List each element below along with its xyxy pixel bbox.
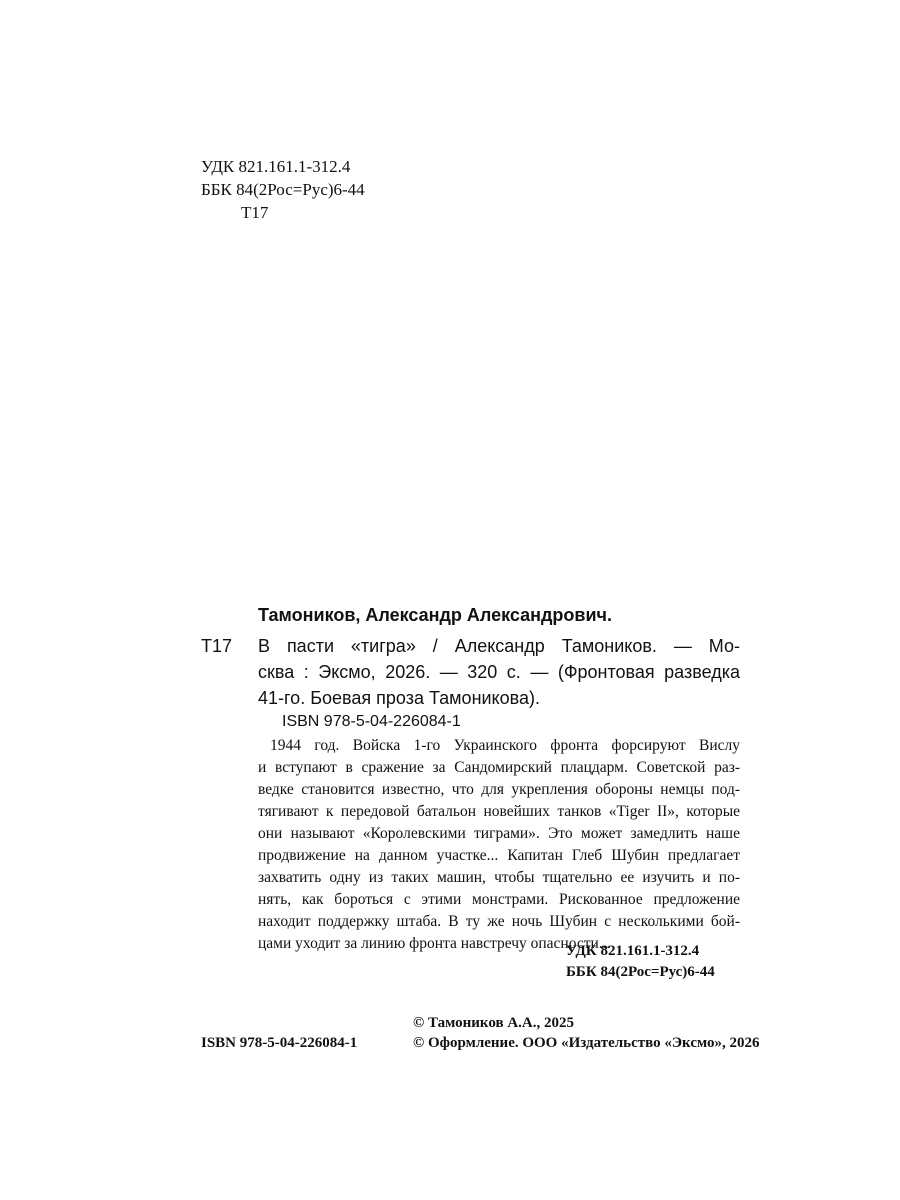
annotation-line: 1944 год. Войска 1-го Украинского фронта форсируют Вислу [270,737,740,754]
annotation-line: тягивают к передовой батальон новейших танков «Tiger II», которые [258,803,740,820]
catalog-isbn: ISBN 978-5-04-226084-1 [282,713,461,730]
annotation-line: находит поддержку штаба. В ту же ночь Шубин с несколькими бой- [258,913,740,930]
catalog-author: Тамоников, Александр Александрович. [258,605,613,625]
copyright-author: © Тамоников А.А., 2025 [413,1015,574,1031]
copyright-design: © Оформление. ООО «Издательство «Эксмо», 2026 [413,1035,760,1051]
annotation-line: и вступают в сражение за Сандомирский плацдарм. Советской раз- [258,759,740,776]
annotation-line: нять, как бороться с этими монстрами. Рискованное предложение [258,891,740,908]
copyright-isbn: ISBN 978-5-04-226084-1 [201,1035,358,1051]
top-author-mark: Т17 [241,203,269,222]
annotation-line: продвижение на данном участке... Капитан Глеб Шубин предлагает [258,847,740,864]
top-udk-code: УДК 821.161.1-312.4 [201,157,351,176]
catalog-title-line-2: сква : Эксмо, 2026. — 320 с. — (Фронтовая разведка [258,662,740,682]
catalog-author-mark: Т17 [201,636,233,656]
catalog-title-line-1: В пасти «тигра» / Александр Тамоников. — Мо- [258,636,740,656]
annotation-line: захватить одну из таких машин, чтобы тщательно ее изучить и по- [258,869,740,886]
bottom-udk-code: УДК 821.161.1-312.4 [566,943,700,959]
annotation-line: они называют «Королевскими тиграми». Это может замедлить наше [258,825,740,842]
bottom-bbk-code: ББК 84(2Рос=Рус)6-44 [566,964,715,980]
annotation [258,735,740,955]
top-bbk-code: ББК 84(2Рос=Рус)6-44 [201,180,365,199]
annotation-line: ведке становится известно, что для укрепления обороны немцы под- [258,781,740,798]
annotation-line: цами уходит за линию фронта навстречу опасности... [258,935,611,952]
catalog-title-line-3: 41-го. Боевая проза Тамоникова). [258,688,541,708]
